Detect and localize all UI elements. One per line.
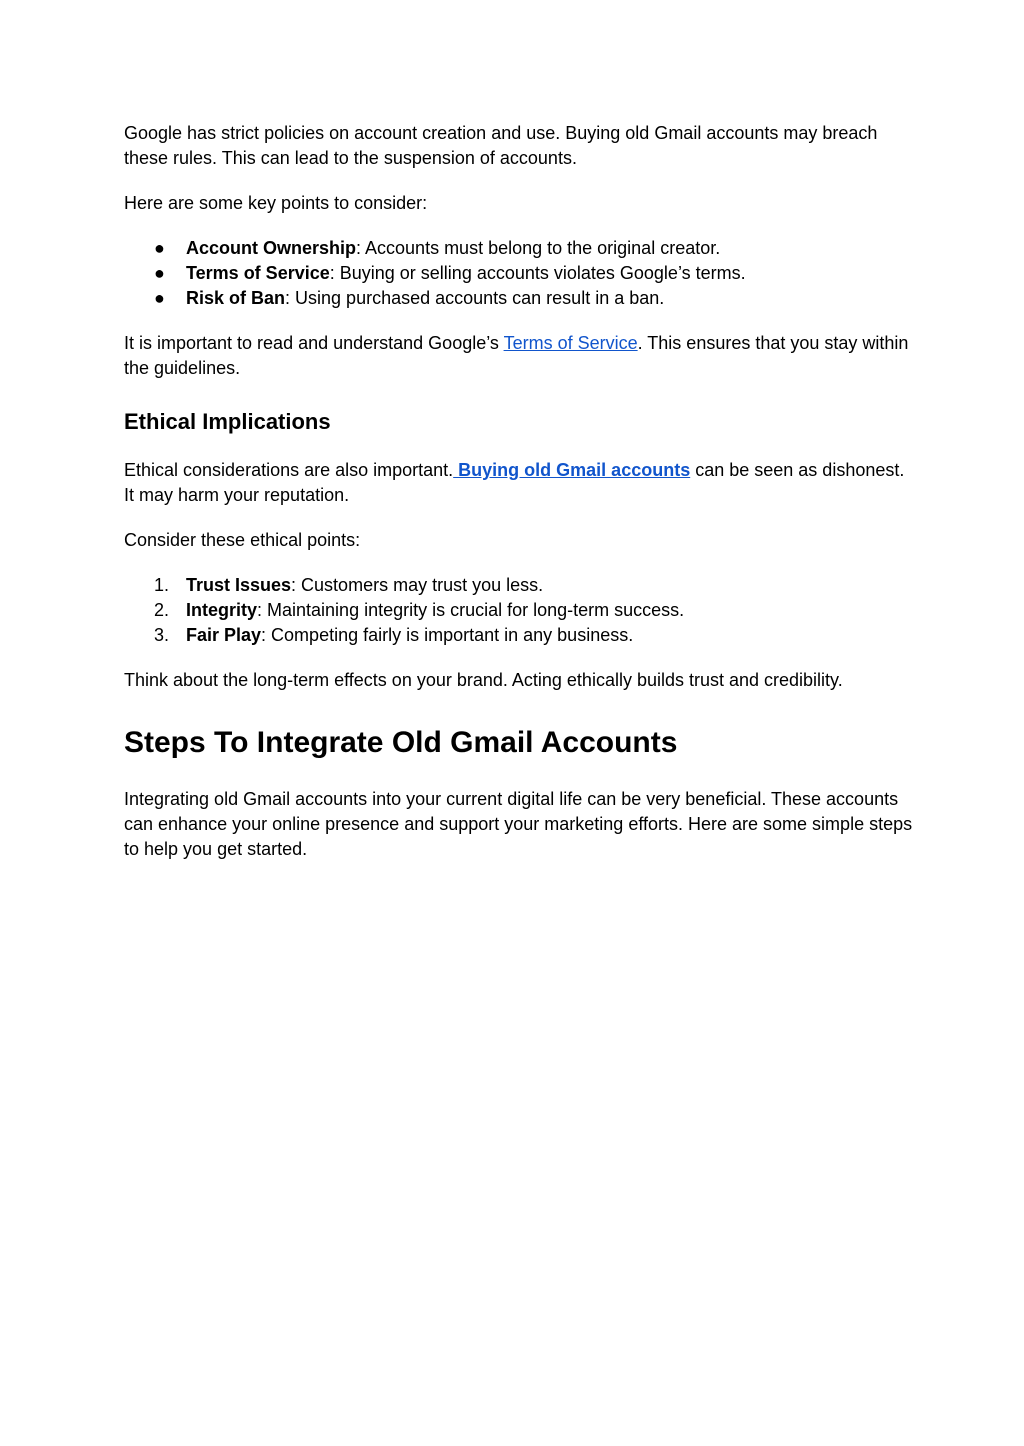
section-heading-steps: Steps To Integrate Old Gmail Accounts — [124, 726, 678, 759]
list-number: 3. — [154, 625, 170, 645]
bullet-icon: ● — [154, 238, 165, 258]
intro-paragraph: Google has strict policies on account creation and use. Buying old Gmail accounts may breach these rules. This can lead to the suspension of accounts. — [124, 123, 878, 168]
steps-paragraph: Integrating old Gmail accounts into your current digital life can be very beneficial. These accounts can enhance your online presence and support your marketing efforts. Here are some simple steps to help you get started. — [124, 789, 913, 859]
list-item — [124, 573, 914, 598]
list-number: 2. — [154, 600, 170, 620]
bullet-icon: ● — [154, 288, 165, 308]
ethical-text-before: Ethical considerations are also important. — [124, 460, 454, 480]
tos-paragraph — [124, 331, 914, 381]
list-item — [124, 598, 914, 623]
list-item — [124, 261, 914, 286]
list-item-text: : Using purchased accounts can result in a ban. — [285, 288, 665, 308]
tos-text-after: . This ensures that you stay within the guidelines. — [124, 333, 909, 378]
list-item — [124, 236, 914, 261]
list-item-title: Risk of Ban — [186, 288, 286, 308]
list-item — [124, 623, 914, 648]
list-number: 1. — [154, 575, 170, 595]
list-item-text: : Competing fairly is important in any business. — [261, 625, 634, 645]
key-points-list — [124, 236, 914, 311]
ethical-closing-paragraph: Think about the long-term effects on your brand. Acting ethically builds trust and credibility. — [124, 670, 843, 690]
list-item-text: : Buying or selling accounts violates Google’s terms. — [329, 263, 746, 283]
list-item-title: Trust Issues — [186, 575, 292, 595]
list-item-text: : Customers may trust you less. — [291, 575, 544, 595]
buying-old-gmail-accounts-link[interactable]: Buying old Gmail accounts — [453, 460, 691, 480]
list-item-title: Terms of Service — [186, 263, 330, 283]
list-item-title: Fair Play — [186, 625, 262, 645]
ethical-paragraph — [124, 458, 914, 508]
tos-text-before: It is important to read and understand Google’s — [124, 333, 504, 353]
ethical-points-intro: Consider these ethical points: — [124, 530, 361, 550]
section-heading-ethical: Ethical Implications — [124, 409, 331, 434]
ethical-text-after: can be seen as dishonest. It may harm your reputation. — [124, 460, 905, 505]
terms-of-service-link[interactable]: Terms of Service — [503, 333, 638, 353]
list-item-title: Account Ownership — [186, 238, 357, 258]
list-item-title: Integrity — [186, 600, 258, 620]
list-item-text: : Maintaining integrity is crucial for long-term success. — [257, 600, 685, 620]
list-item-text: : Accounts must belong to the original creator. — [356, 238, 721, 258]
key-points-intro: Here are some key points to consider: — [124, 193, 428, 213]
bullet-icon: ● — [154, 263, 165, 283]
list-item — [124, 286, 914, 311]
ethical-points-list — [124, 573, 914, 648]
document-body — [124, 121, 914, 862]
